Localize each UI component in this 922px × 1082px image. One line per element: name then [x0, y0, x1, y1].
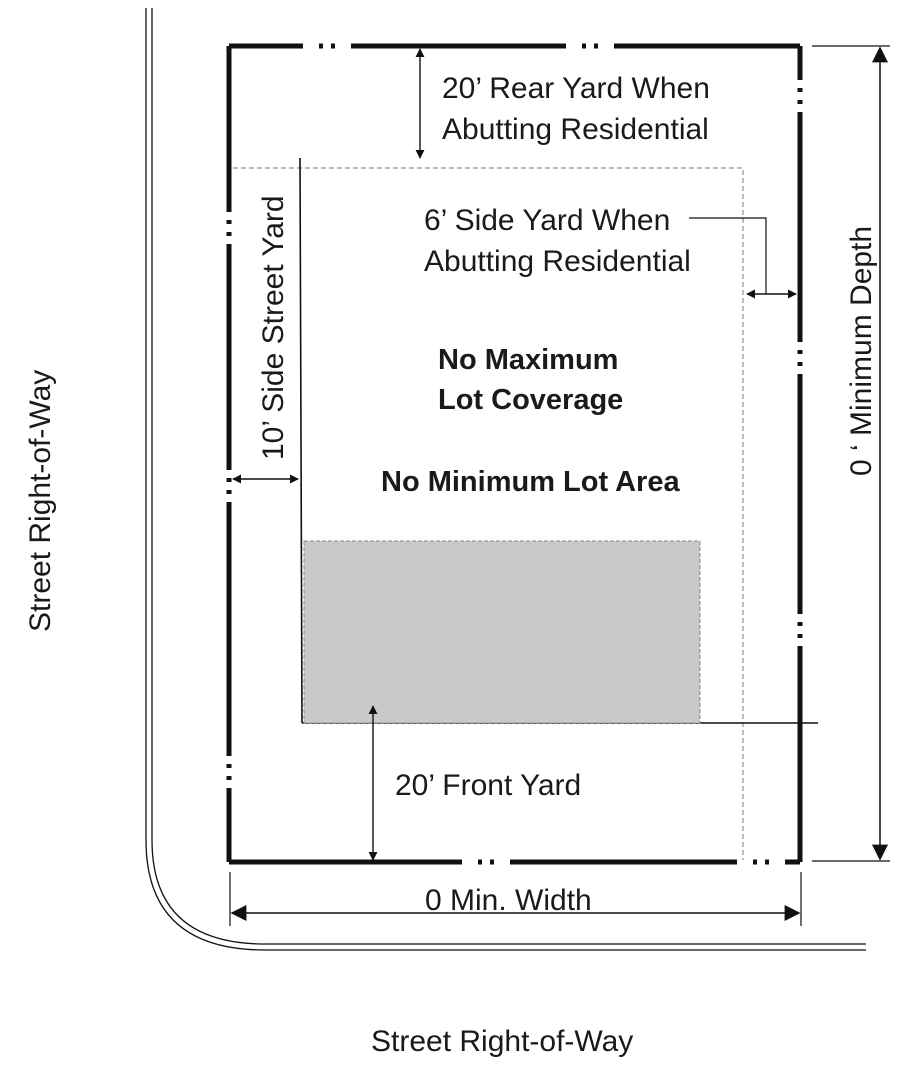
lot-coverage-label-line1: No Maximum — [438, 344, 619, 376]
lot-coverage-label-line2: Lot Coverage — [438, 384, 624, 416]
lot-area-label: No Minimum Lot Area — [381, 466, 680, 498]
street-row-left-label: Street Right-of-Way — [24, 369, 57, 632]
front-yard-label: 20’ Front Yard — [395, 769, 582, 802]
side-street-build-line — [300, 158, 302, 723]
min-width-label: 0 Min. Width — [425, 884, 592, 917]
side-yard-leader-line — [689, 218, 766, 294]
rear-yard-label-line2: Abutting Residential — [442, 113, 709, 146]
rear-yard-label-line1: 20’ Rear Yard When — [442, 72, 710, 105]
side-yard-label-line2: Abutting Residential — [424, 245, 691, 278]
building-footprint — [304, 541, 700, 723]
street-row-bottom-label: Street Right-of-Way — [371, 1025, 634, 1058]
side-street-yard-label: 10’ Side Street Yard — [257, 195, 290, 460]
min-depth-label: 0 ‘ Minimum Depth — [845, 225, 878, 476]
side-yard-label-line1: 6’ Side Yard When — [424, 204, 671, 237]
